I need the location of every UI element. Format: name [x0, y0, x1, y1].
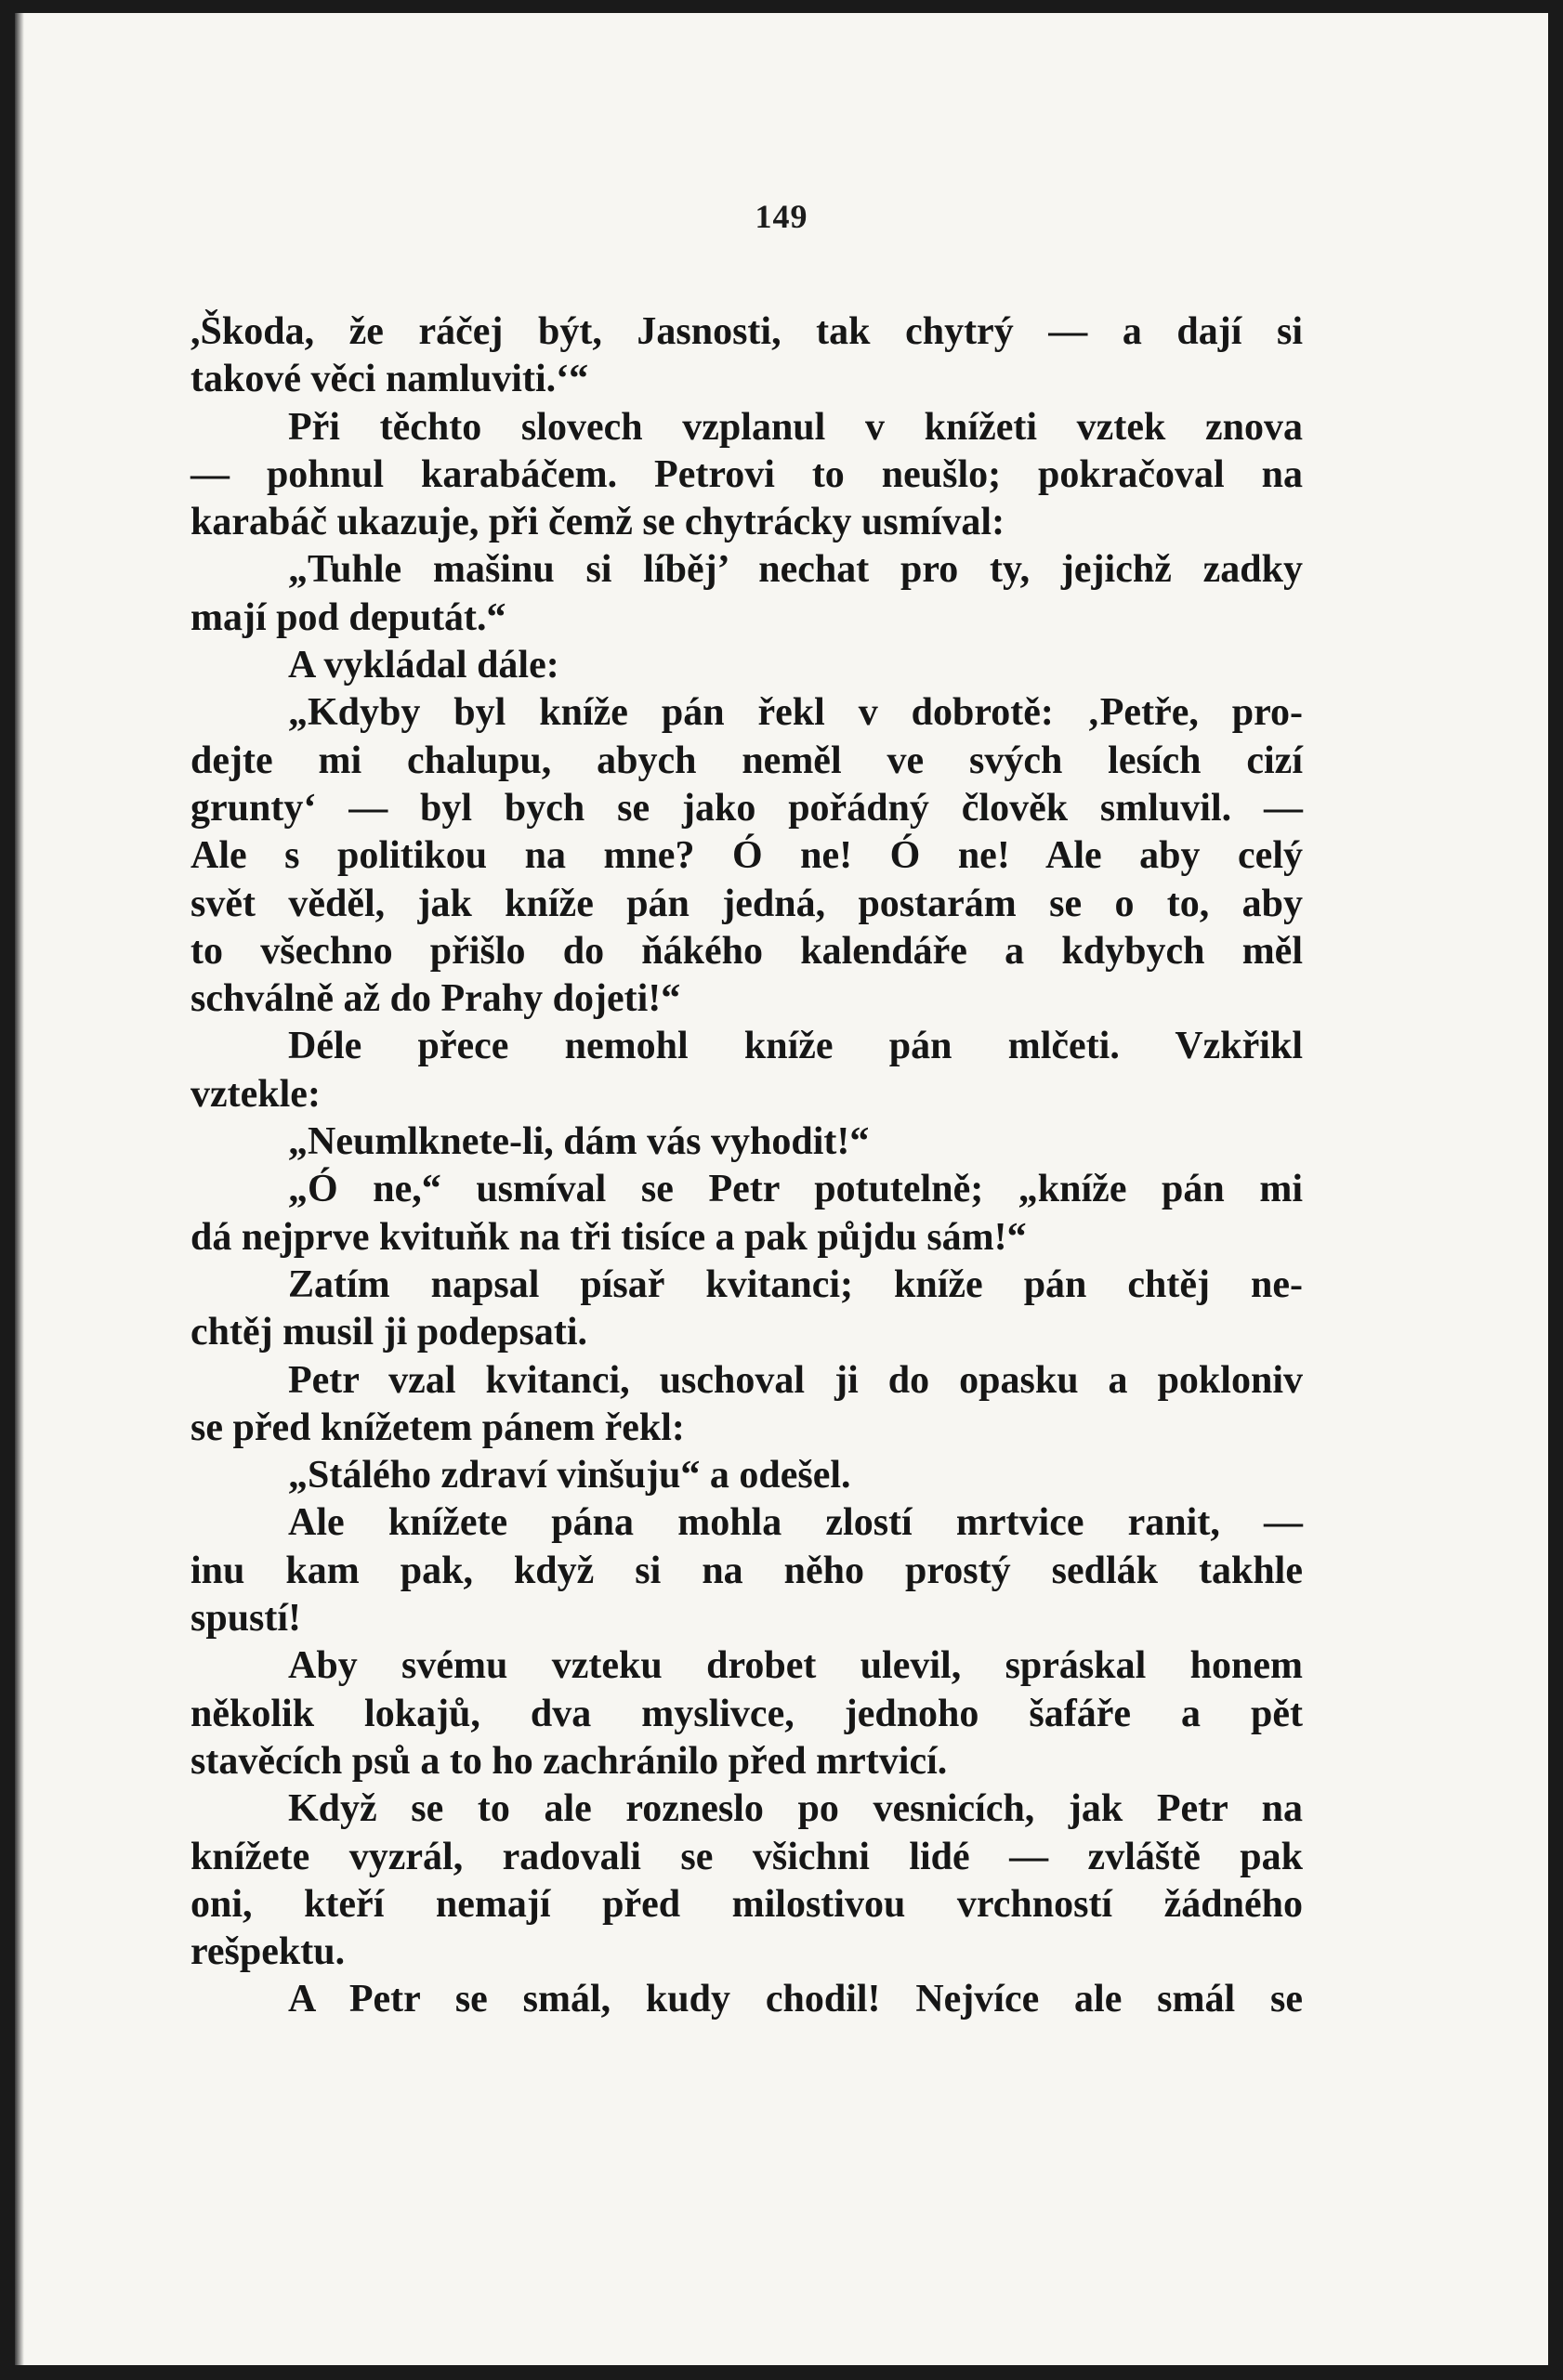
- text-line: mají pod deputát.“: [190, 595, 506, 639]
- text-line: stavěcích psů a to ho zachránilo před mrtvicí.: [190, 1739, 948, 1783]
- text-line: ,Škoda, že ráčej být, Jasnosti, tak chytrý — a dají si: [190, 310, 1303, 353]
- text-line: Při těchto slovech vzplanul v knížeti vztek znova: [288, 405, 1303, 449]
- text-line: „Kdyby byl kníže pán řekl v dobrotě: ‚Petře, pro-: [288, 691, 1303, 735]
- text-line: oni, kteří nemají před milostivou vrchností žádného: [190, 1882, 1303, 1926]
- text-line: inu kam pak, když si na něho prostý sedlák takhle: [190, 1549, 1303, 1592]
- text-line: karabáč ukazuje, při čemž se chytrácky usmíval:: [190, 501, 1005, 544]
- text-line: Déle přece nemohl kníže pán mlčeti. Vzkřikl: [288, 1025, 1303, 1068]
- page-binding-shadow: [15, 13, 24, 2365]
- text-line: se před knížetem pánem řekl:: [190, 1406, 685, 1449]
- text-line: vztekle:: [190, 1072, 321, 1116]
- text-line: Aby svému vzteku drobet ulevil, spráskal honem: [288, 1644, 1303, 1688]
- text-line: Zatím napsal písař kvitanci; kníže pán chtěj ne-: [288, 1262, 1303, 1306]
- text-line: svět věděl, jak kníže pán jedná, postarám se o to, aby: [190, 882, 1303, 925]
- text-line: Ale s politikou na mne? Ó ne! Ó ne! Ale aby celý: [190, 834, 1303, 878]
- text-line: Ale knížete pána mohla zlostí mrtvice ranit, —: [288, 1501, 1303, 1545]
- text-line: schválně až do Prahy dojeti!“: [190, 977, 681, 1021]
- text-line: dejte mi chalupu, abych neměl ve svých lesích cizí: [190, 739, 1303, 782]
- body-text: [190, 308, 1303, 2024]
- text-line: „Tuhle mašinu si líběj’ nechat pro ty, jejichž zadky: [288, 548, 1303, 592]
- text-line: A vykládal dále:: [288, 644, 559, 687]
- text-line: knížete vyzrál, radovali se všichni lidé — zvláště pak: [190, 1835, 1303, 1878]
- text-line: grunty‘ — byl bych se jako pořádný člověk smluvil. —: [190, 786, 1303, 830]
- text-line: několik lokajů, dva myslivce, jednoho šafáře a pět: [190, 1692, 1303, 1735]
- text-line: rešpektu.: [190, 1930, 346, 1974]
- text-line: chtěj musil ji podepsati.: [190, 1311, 588, 1354]
- text-line: „Neumlknete-li, dám vás vyhodit!“: [288, 1120, 870, 1164]
- text-line: Když se to ale rozneslo po vesnicích, jak Petr na: [288, 1787, 1303, 1831]
- text-line: „Stálého zdraví vinšuju“ a odešel.: [288, 1454, 851, 1497]
- text-line: „Ó ne,“ usmíval se Petr potutelně; „kníže pán mi: [288, 1168, 1303, 1211]
- text-line: dá nejprve kvituňk na tři tisíce a pak půjdu sám!“: [190, 1215, 1027, 1259]
- text-line: Petr vzal kvitanci, uschoval ji do opasku a pokloniv: [288, 1358, 1303, 1402]
- text-line: A Petr se smál, kudy chodil! Nejvíce ale smál se: [288, 1978, 1303, 2021]
- text-line: spustí!: [190, 1597, 302, 1641]
- text-line: — pohnul karabáčem. Petrovi to neušlo; pokračoval na: [190, 452, 1303, 496]
- text-line: takové věci namluviti.‘“: [190, 358, 589, 401]
- page-number: 149: [755, 198, 808, 235]
- text-line: to všechno přišlo do ňákého kalendáře a kdybych měl: [190, 929, 1303, 973]
